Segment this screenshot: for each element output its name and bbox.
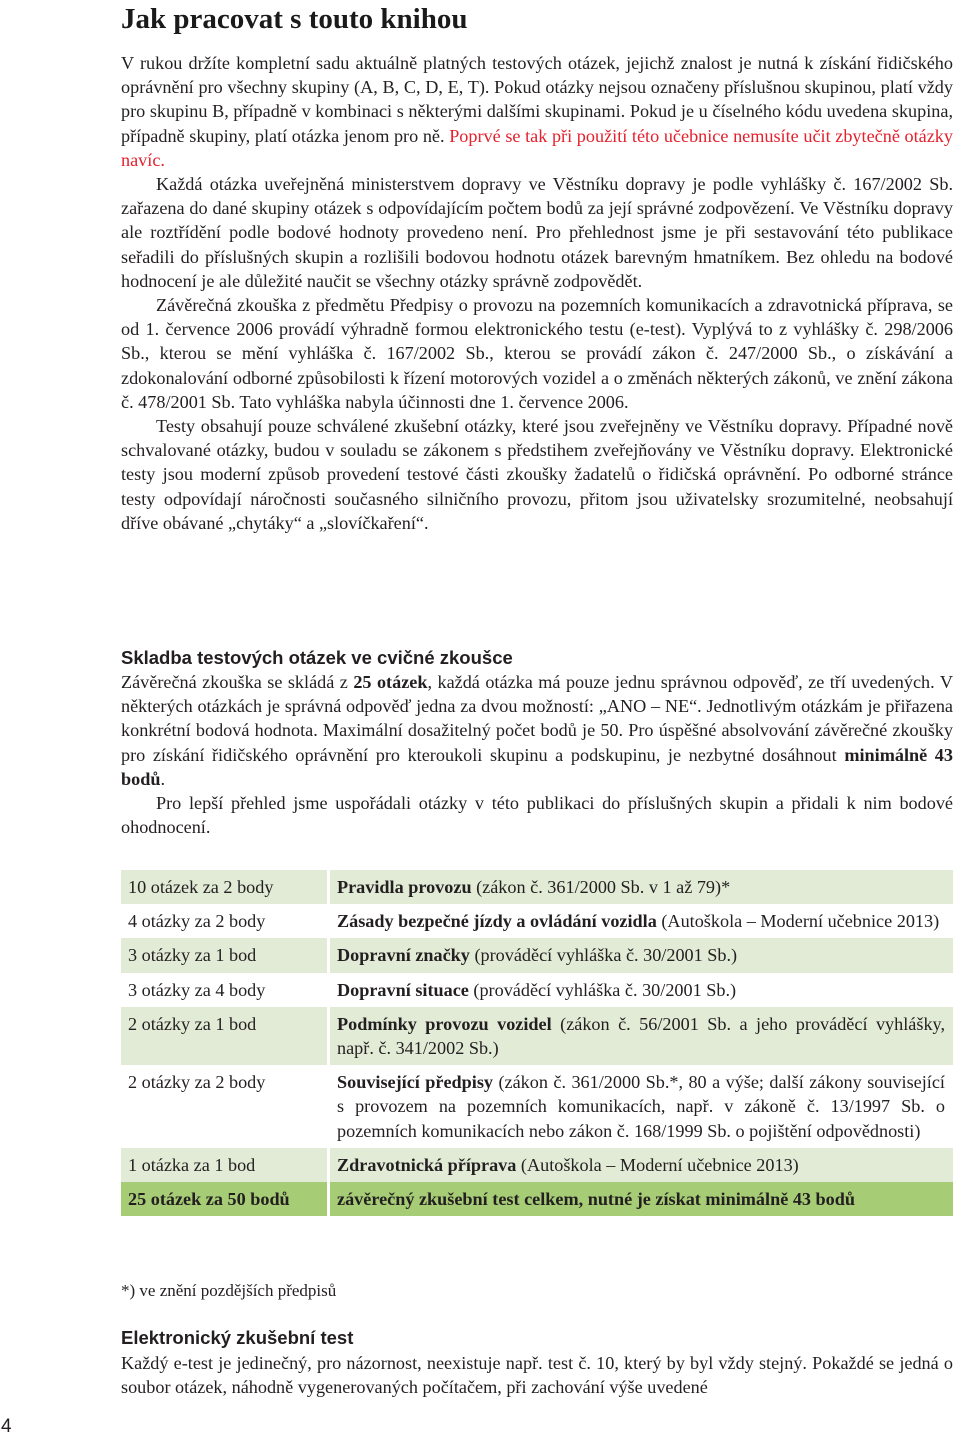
total-description: závěrečný zkušební test celkem, nutné je získat minimálně 43 bodů xyxy=(337,1189,855,1210)
page-title: Jak pracovat s touto knihou xyxy=(121,3,468,35)
row-description xyxy=(330,1182,953,1216)
page-number: 4 xyxy=(1,1416,12,1437)
table-row xyxy=(121,1007,953,1065)
intro-paragraph-1-text: V rukou držíte kompletní sadu aktuálně platných testových otázek, jejichž znalost je nutná k získání řidičského oprávnění pro všechny skupiny (A, B, C, D, E, T). Pokud otázky nejsou označeny příslušnou skupinou, platí vždy pro skupinu B, případně v kombinaci s některými dalšími skupinami. Pokud je u číselného kódu uvedena skupina, případně skupiny, platí otázka jenom pro ně. xyxy=(121,53,953,146)
intro-paragraph-2: Každá otázka uveřejněná ministerstvem dopravy ve Věstníku dopravy je podle vyhlášky č. 167/2002 Sb. zařazena do dané skupiny otázek s odpovídajícím počtem bodů za její správné zodpovězení. Ve Věstníku dopravy ale roztřídění podle bodové hodnoty provedeno není. Pro přehlednost jsme je při sestavování této publikace seřadili do příslušných skupin a rozlišili bodovou hodnotu otázek barevným hmatníkem. Bez ohledu na bodové hodnocení je ale důležité naučit se všechny otázky správně zodpovědět. xyxy=(121,174,953,291)
row-count: 3 otázky za 4 body xyxy=(121,973,330,1007)
composition-paragraph-2: Pro lepší přehled jsme uspořádali otázky v této publikaci do příslušných skupin a přidali k nim bodové ohodnocení. xyxy=(121,793,953,838)
total-count: 25 otázek za 50 bodů xyxy=(128,1189,290,1210)
composition-text-e: . xyxy=(160,768,165,789)
row-count: 3 otázky za 1 bod xyxy=(121,938,330,972)
row-count xyxy=(121,1182,330,1216)
intro-paragraph-3: Závěrečná zkouška z předmětu Předpisy o provozu na pozemních komunikacích a zdravotnická příprava, se od 1. července 2006 provádí výhradně formou elektronického testu (e-test). Vyplývá to z vyhlášky č. 298/2006 Sb., kterou se mění vyhláška č. 167/2002 Sb., kterou se provádí zákon č. 247/2000 Sb., o získávání a zdokonalování odborné způsobilosti k řízení motorových vozidel a o změnách některých zákonů, ve znění zákona č. 478/2001 Sb. Tato vyhláška nabyla účinnosti dne 1. července 2006. xyxy=(121,295,953,412)
row-source: (Autoškola – Moderní učebnice 2013) xyxy=(516,1154,799,1175)
row-count: 2 otázky za 1 bod xyxy=(121,1007,330,1065)
table-row xyxy=(121,973,953,1007)
table-row-total xyxy=(121,1182,953,1216)
row-source: (prováděcí vyhláška č. 30/2001 Sb.) xyxy=(468,979,737,1000)
section-heading-etest: Elektronický zkušební test xyxy=(121,1327,354,1348)
table-footnote: *) ve znění pozdějších předpisů xyxy=(121,1281,337,1300)
intro-paragraph-4: Testy obsahují pouze schválené zkušební otázky, které jsou zveřejněny ve Věstníku dopravy. Případné nově schvalované otázky, budou v souladu se zákonem s předstihem zveřejňovány ve Věstníku dopravy. Elektronické testy jsou moderní způsob provedení testové části zkoušky žadatelů o řidičská oprávnění. Po odborné stránce testy odpovídají náročnosti současného silničního provozu, přitom jsou uživatelsky srozumitelné, neobsahují dříve obávané „chytáky“ a „slovíčkaření“. xyxy=(121,416,953,533)
intro-paragraph-1 xyxy=(121,51,953,172)
composition-paragraph-1 xyxy=(121,670,953,791)
composition-bold-count: 25 otázek xyxy=(353,672,428,692)
question-score-table xyxy=(121,870,953,1216)
row-source: (zákon č. 361/2000 Sb.*, 80 a výše; další zákony související s provozem na pozemních komunikacích, např. v zákoně č. 13/1997 Sb. o pozemních komunikacích nebo zákon č. 168/1999 Sb. o pojištění odpovědnosti) xyxy=(337,1072,945,1141)
row-source: (zákon č. 56/2001 Sb. a jeho prováděcí vyhlášky, např. č. 341/2002 Sb.) xyxy=(337,1013,945,1059)
row-description xyxy=(330,1007,953,1065)
row-description xyxy=(330,1065,953,1148)
section-heading-composition: Skladba testových otázek ve cvičné zkoušce xyxy=(121,647,513,668)
etest-text xyxy=(121,1351,953,1399)
row-count: 4 otázky za 2 body xyxy=(121,904,330,938)
row-category: Pravidla provozu xyxy=(337,877,472,897)
row-count: 2 otázky za 2 body xyxy=(121,1065,330,1148)
row-source: (zákon č. 361/2000 Sb. v 1 až 79)* xyxy=(471,877,731,897)
composition-text-a: Závěrečná zkouška se skládá z xyxy=(121,672,354,692)
etest-paragraph-1: Každý e-test je jedinečný, pro názornost, neexistuje např. test č. 10, který by byl vždy stejný. Pokaždé se jedná o soubor otázek, náhodně vygenerovaných počítačem, při zachování výše uvedené xyxy=(121,1353,953,1398)
row-description xyxy=(330,1148,953,1182)
row-description xyxy=(330,904,953,938)
row-description xyxy=(330,973,953,1007)
row-category: Zásady bezpečné jízdy a ovládání vozidla xyxy=(337,911,657,932)
composition-text-c: , každá otázka má pouze jednu správnou odpověď, ze tří uvedených. V některých otázkách je správná odpověď jedna za dvou možností: „ANO – NE“. Jednotlivým otázkám je přiřazena konkrétní bodová hodnota. Maximální dosažitelný počet bodů je 50. Pro úspěšné absolvování závěrečné zkoušky pro získání řidičského oprávnění pro kteroukoli skupinu a podskupinu, je nezbytné dosáhnout xyxy=(121,672,953,765)
table-row xyxy=(121,870,953,904)
row-count: 10 otázek za 2 body xyxy=(121,870,330,904)
row-count: 1 otázka za 1 bod xyxy=(121,1148,330,1182)
row-source: (prováděcí vyhláška č. 30/2001 Sb.) xyxy=(469,945,738,966)
row-category: Související předpisy xyxy=(337,1072,494,1093)
table-row xyxy=(121,1065,953,1148)
row-source: (Autoškola – Moderní učebnice 2013) xyxy=(656,911,940,932)
row-category: Dopravní značky xyxy=(337,945,470,966)
intro-highlight-red: Poprvé se tak při použití této učebnice nemusíte učit zbytečně otázky navíc. xyxy=(121,125,953,170)
composition-bold-minimum: minimálně 43 bodů xyxy=(121,744,953,789)
row-category: Zdravotnická příprava xyxy=(337,1154,517,1175)
row-description xyxy=(330,938,953,972)
table-row xyxy=(121,1148,953,1182)
table-row xyxy=(121,938,953,972)
row-category: Dopravní situace xyxy=(337,979,469,1000)
row-description xyxy=(330,870,953,904)
composition-text xyxy=(121,670,953,839)
intro-text xyxy=(121,51,953,535)
table-row xyxy=(121,904,953,938)
row-category: Podmínky provozu vozidel xyxy=(337,1013,552,1034)
